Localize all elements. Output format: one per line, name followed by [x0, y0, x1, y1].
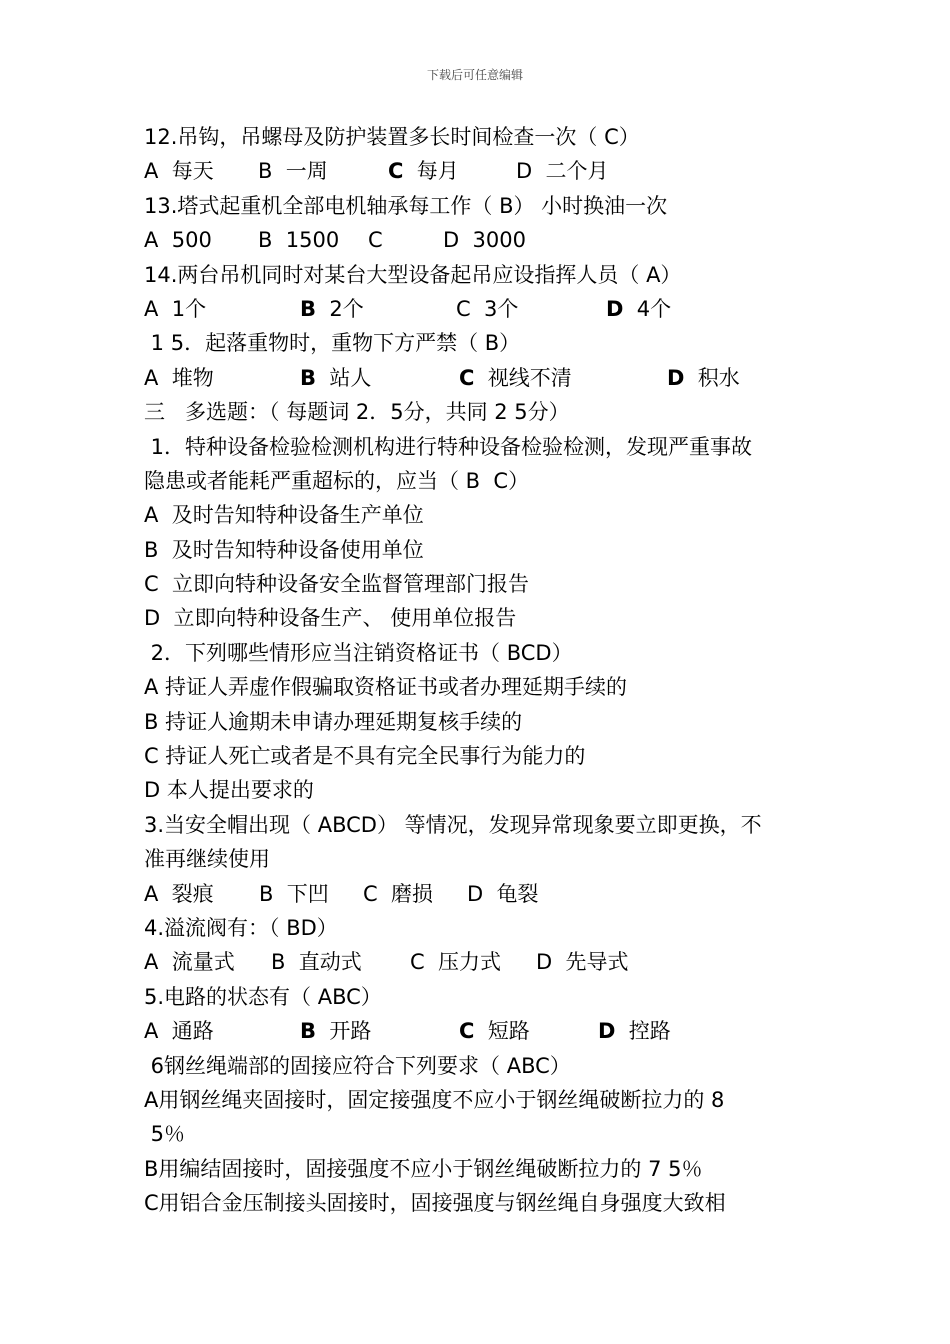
option-text: 龟裂 [483, 881, 539, 906]
option-label: A [144, 950, 159, 975]
option-label: B [258, 228, 273, 253]
text-line: 准再继续使用 [144, 847, 270, 872]
option-text: 直动式 [285, 950, 362, 975]
option-label: C [363, 881, 378, 906]
option [144, 1014, 300, 1048]
option [144, 223, 258, 257]
page-header: 下载后可任意编辑 [426, 68, 523, 82]
option [667, 361, 787, 395]
option-label: D [467, 881, 484, 906]
option-label: D [443, 228, 460, 253]
option [300, 1014, 459, 1048]
option-label: B [259, 881, 274, 906]
text-line: D 本人提出要求的 [144, 778, 314, 803]
option-label: B [271, 950, 286, 975]
option-text: 流量式 [158, 950, 235, 975]
option [259, 877, 363, 911]
option-text: 通路 [158, 1019, 214, 1044]
options-row [144, 877, 814, 911]
option [144, 361, 300, 395]
option-label: C [388, 159, 404, 184]
option [456, 292, 606, 326]
option-label: D [667, 365, 685, 390]
option [258, 154, 388, 188]
option [271, 945, 410, 979]
option-text: 每月 [403, 159, 459, 184]
document-body [144, 120, 814, 1221]
option [443, 223, 563, 257]
text-line: 1．特种设备检验检测机构进行特种设备检验检测，发现严重事故 [144, 434, 753, 459]
option-text: 视线不清 [474, 365, 572, 390]
option [300, 292, 456, 326]
options-row [144, 945, 814, 979]
option-label: C [459, 1019, 475, 1044]
option-label: A [144, 365, 159, 390]
option [606, 292, 726, 326]
option-text: 站人 [316, 365, 372, 390]
option [598, 1014, 718, 1048]
text-line: A用钢丝绳夹固接时，固定接强度不应小于钢丝绳破断拉力的 8 [144, 1087, 725, 1112]
options-row [144, 154, 814, 188]
option-label: D [606, 296, 624, 321]
option-label: B [300, 365, 317, 390]
option [459, 361, 667, 395]
option [363, 877, 467, 911]
option-label: C [456, 296, 471, 321]
option-label: A [144, 159, 159, 184]
option [144, 877, 259, 911]
option [459, 1014, 598, 1048]
option-text: 压力式 [424, 950, 502, 975]
option-label: A [144, 881, 159, 906]
option-text: 积水 [684, 365, 740, 390]
text-line: 1 5．起落重物时，重物下方严禁（ B） [144, 331, 521, 356]
option-label: B [300, 1019, 317, 1044]
option-label: A [144, 228, 159, 253]
option-text: 4个 [623, 296, 672, 321]
option-label: A [144, 296, 159, 321]
options-row [144, 223, 814, 257]
text-line: 隐患或者能耗严重超标的，应当（ B C） [144, 468, 530, 493]
option-text: 控路 [615, 1019, 671, 1044]
option [516, 154, 636, 188]
option-text: 裂痕 [158, 881, 214, 906]
text-line: 5.电路的状态有（ ABC） [144, 984, 382, 1009]
option [536, 945, 656, 979]
option [368, 223, 443, 257]
option [410, 945, 536, 979]
option [144, 154, 258, 188]
text-line: C用铝合金压制接头固接时，固接强度与钢丝绳自身强度大致相 [144, 1191, 726, 1216]
option [144, 292, 300, 326]
option-text: 短路 [474, 1019, 530, 1044]
options-row [144, 292, 814, 326]
option-text: 开路 [316, 1019, 372, 1044]
text-line: C 立即向特种设备安全监督管理部门报告 [144, 572, 530, 597]
option [144, 945, 271, 979]
option-label: A [144, 1019, 159, 1044]
options-row [144, 1014, 814, 1048]
option-text: 3个 [470, 296, 519, 321]
option-text: 1个 [158, 296, 207, 321]
text-line: 三 多选题：（ 每题词 2．5分，共同 2 5分） [144, 400, 570, 425]
text-line: D 立即向特种设备生产、 使用单位报告 [144, 606, 517, 631]
options-row [144, 361, 814, 395]
option [258, 223, 368, 257]
option-label: B [300, 296, 317, 321]
option-label: D [536, 950, 553, 975]
option [467, 877, 587, 911]
option-text: 500 [158, 228, 212, 253]
text-line: A 持证人弄虚作假骗取资格证书或者办理延期手续的 [144, 675, 628, 700]
option-label: C [368, 228, 383, 253]
text-line: C 持证人死亡或者是不具有完全民事行为能力的 [144, 744, 586, 769]
option-label: D [516, 159, 533, 184]
text-line: A 及时告知特种设备生产单位 [144, 503, 424, 528]
option-text: 堆物 [158, 365, 214, 390]
option-label: B [258, 159, 273, 184]
text-line: 14.两台吊机同时对某台大型设备起吊应设指挥人员（ A） [144, 262, 682, 287]
option-text: 每天 [158, 159, 214, 184]
option-text: 磨损 [377, 881, 434, 906]
option-text: 1500 [272, 228, 340, 253]
text-line: B用编结固接时，固接强度不应小于钢丝绳破断拉力的 7 5％ [144, 1156, 703, 1181]
text-line: B 及时告知特种设备使用单位 [144, 537, 424, 562]
text-line: 3.当安全帽出现（ ABCD） 等情况，发现异常现象要立即更换，不 [144, 812, 762, 837]
text-line: 5％ [144, 1122, 186, 1147]
option [388, 154, 516, 188]
option-text: 2个 [316, 296, 364, 321]
option-text: 下凹 [273, 881, 329, 906]
text-line: 2．下列哪些情形应当注销资格证书（ BCD） [144, 640, 573, 665]
option-text: 3000 [459, 228, 526, 253]
option-text: 二个月 [532, 159, 609, 184]
option-text: 先导式 [552, 950, 629, 975]
text-line: 6钢丝绳端部的固接应符合下列要求（ ABC） [144, 1053, 571, 1078]
text-line: B 持证人逾期未申请办理延期复核手续的 [144, 709, 523, 734]
text-line: 13.塔式起重机全部电机轴承每工作（ B） 小时换油一次 [144, 193, 668, 218]
option-label: C [410, 950, 425, 975]
text-line: 4.溢流阀有：（ BD） [144, 915, 338, 940]
option-label: D [598, 1019, 616, 1044]
option [300, 361, 459, 395]
option-text: 一周 [272, 159, 328, 184]
option-label: C [459, 365, 475, 390]
text-line: 12.吊钩，吊螺母及防护装置多长时间检查一次（ C） [144, 125, 640, 149]
